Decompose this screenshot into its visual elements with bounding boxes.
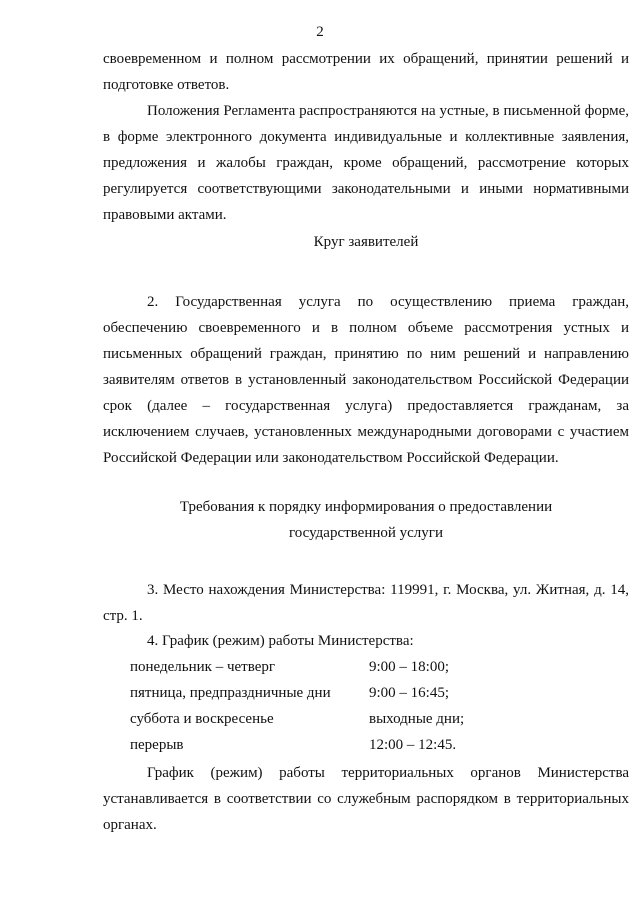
paragraph-3-location: 3. Место нахождения Министерства: 119991, г. Москва, ул. Житная, д. 14, стр. 1. [103, 582, 629, 624]
page-number: 2 [316, 24, 324, 40]
heading-applicants: Круг заявителей [313, 234, 419, 250]
schedule-day-label: перерыв [130, 737, 184, 753]
heading-info-requirements-line1: Требования к порядку информирования о предоставлении [179, 499, 553, 515]
schedule-day-label: понедельник – четверг [130, 659, 276, 675]
schedule-row [130, 732, 530, 758]
schedule-day-label: пятница, предпраздничные дни [130, 685, 331, 701]
heading-info-requirements-line2: государственной услуги [289, 525, 443, 541]
paragraph-4-schedule-title: 4. График (режим) работы Министерства: [147, 633, 414, 649]
schedule-hours-value: 9:00 – 16:45; [369, 685, 450, 701]
schedule-day-label: суббота и воскресенье [130, 711, 274, 727]
paragraph-territorial-schedule: График (режим) работы территориальных органов Министерства устанавливается в соответствии со служебным распорядком в территориальных органах. [103, 765, 629, 833]
paragraph-2-state-service: 2. Государственная услуга по осуществлению приема граждан, обеспечению своевременного и в полном объеме рассмотрения устных и письменных обращений граждан, принятию по ним решений и направлению заявителям ответов в установленный законодательством Российской Федерации срок (далее – государственная услуга) предоставляется гражданам, за исключением случаев, установленных международными договорами с участием Российской Федерации или законодательством Российской Федерации. [103, 294, 629, 466]
schedule-hours-value: 9:00 – 18:00; [369, 659, 450, 675]
paragraph-regulation-scope: Положения Регламента распространяются на устные, в письменной форме, в форме электронного документа индивидуальные и коллективные заявления, предложения и жалобы граждан, кроме обращений, рассмотрение которых регулируется соответствующими законодательными и иными нормативными правовыми актами. [103, 103, 629, 223]
paragraph-intro-continuation: своевременном и полном рассмотрении их обращений, принятии решений и подготовке ответов. [103, 51, 629, 93]
schedule-row [130, 706, 530, 732]
schedule-row [130, 654, 530, 680]
schedule-hours-value: 12:00 – 12:45. [369, 737, 457, 753]
schedule-hours-value: выходные дни; [369, 711, 465, 727]
schedule-row [130, 680, 530, 706]
